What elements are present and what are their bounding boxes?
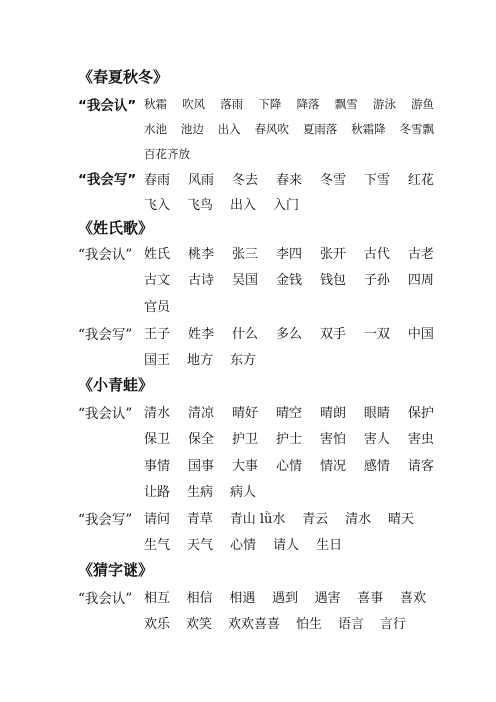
word: 游鱼 [410, 97, 434, 111]
word: 青草 [186, 512, 213, 527]
label-recognize: “我会认” [78, 406, 133, 422]
word: 害人 [363, 432, 390, 447]
word: 保护 [407, 406, 434, 421]
word-row [144, 194, 434, 213]
word-row [144, 428, 434, 447]
label-write: “我会写” [78, 172, 137, 188]
word: 红花 [407, 173, 434, 188]
word: 护士 [275, 432, 302, 447]
label-write: “我会写” [78, 327, 133, 343]
word: 晴好 [231, 406, 258, 421]
word: 出入 [217, 122, 241, 136]
word: 国事 [187, 459, 214, 474]
word-row [144, 121, 434, 137]
word: 春来 [275, 173, 302, 188]
word-row [144, 349, 434, 368]
word: 喜欢 [399, 591, 426, 606]
word: 春雨 [144, 173, 171, 188]
word: 相信 [186, 591, 213, 606]
word: 子孙 [363, 273, 390, 288]
label-recognize: “我会认” [78, 591, 133, 607]
section-title-spring-summer: 《春夏秋冬》 [78, 68, 169, 86]
word: 相遇 [229, 591, 256, 606]
word: 请人 [273, 538, 300, 553]
word: 遇到 [271, 591, 298, 606]
word: 语言 [337, 617, 364, 632]
word: 青云 [302, 512, 329, 527]
word: 感情 [363, 459, 390, 474]
word-row [144, 508, 414, 527]
word: 怕生 [295, 617, 322, 632]
word-row [144, 296, 434, 315]
word: 遇害 [314, 591, 341, 606]
word: 冬雪 [319, 173, 346, 188]
word: 秋霜降 [351, 122, 386, 136]
word-row [144, 243, 434, 262]
word: 游泳 [372, 97, 396, 111]
word: 护卫 [231, 432, 258, 447]
word: 姓李 [187, 327, 214, 342]
word: 欢乐 [144, 617, 171, 632]
word: 风雨 [187, 173, 214, 188]
word: 飞鸟 [187, 198, 214, 213]
word: 保卫 [144, 432, 171, 447]
word-row [144, 402, 434, 421]
word: 冬去 [231, 173, 258, 188]
word: 李四 [275, 247, 302, 262]
word: 中国 [407, 327, 434, 342]
word-row [144, 613, 406, 632]
word: 冬雪飘 [399, 122, 434, 136]
word: 古文 [144, 273, 171, 288]
word: 生病 [187, 485, 214, 500]
word: 心情 [230, 538, 257, 553]
word: 姓氏 [144, 247, 171, 262]
word: 心情 [275, 459, 302, 474]
word: 相互 [144, 591, 171, 606]
word: 让路 [144, 485, 171, 500]
word-row [144, 323, 434, 342]
label-recognize: “我会认” [78, 247, 133, 263]
word: 飘雪 [334, 97, 358, 111]
word: 什么 [231, 327, 258, 342]
word: 飞入 [144, 198, 171, 213]
word: 请问 [144, 512, 171, 527]
word: 晴空 [275, 406, 302, 421]
word: 害怕 [319, 432, 346, 447]
word: 官员 [144, 300, 171, 315]
word: 清凉 [187, 406, 214, 421]
word: 金钱 [275, 273, 302, 288]
word: 下降 [258, 97, 282, 111]
word: 秋霜 [144, 97, 167, 111]
section-title-little-frog: 《小青蛙》 [78, 376, 154, 394]
word: 一双 [363, 327, 390, 342]
word: 钱包 [319, 273, 346, 288]
word: 出入 [230, 198, 257, 213]
word: 病人 [230, 485, 257, 500]
word-row [144, 534, 434, 553]
word-row [144, 96, 434, 112]
word: 桃李 [187, 247, 214, 262]
word: 生气 [144, 538, 171, 553]
word: 事情 [144, 459, 171, 474]
word: 大事 [231, 459, 258, 474]
word: 吴国 [231, 273, 258, 288]
word: 言行 [379, 617, 406, 632]
word-row [144, 481, 434, 500]
word: 生日 [316, 538, 343, 553]
word-row [144, 587, 426, 606]
word: 四周 [407, 273, 434, 288]
word: 东方 [230, 353, 257, 368]
word: 百花齐放 [144, 147, 190, 161]
word: 晴朗 [319, 406, 346, 421]
word: 张开 [319, 247, 346, 262]
word: 请客 [407, 459, 434, 474]
word: 喜事 [357, 591, 384, 606]
word: 王子 [144, 327, 171, 342]
word: 夏雨落 [302, 122, 338, 136]
word: 晴天 [387, 512, 414, 527]
word: 落雨 [220, 97, 244, 111]
word: 水池 [144, 122, 167, 136]
word: 池边 [180, 122, 204, 136]
word: 地方 [187, 353, 214, 368]
word: 古老 [407, 247, 434, 262]
section-title-riddles: 《猜字谜》 [78, 561, 154, 579]
section-title-surname-song: 《姓氏歌》 [78, 219, 154, 237]
word: 害虫 [407, 432, 434, 447]
word: 保全 [187, 432, 214, 447]
word: 青山 lǜ水 [229, 512, 286, 527]
word: 天气 [187, 538, 214, 553]
word: 清水 [144, 406, 171, 421]
word: 降落 [296, 97, 320, 111]
word: 吹风 [182, 97, 206, 111]
word: 情况 [319, 459, 346, 474]
word-row [144, 269, 434, 288]
word: 国王 [144, 353, 171, 368]
word: 欢笑 [185, 617, 212, 632]
word-row [144, 455, 434, 474]
label-write: “我会写” [78, 512, 133, 528]
label-recognize: “我会认” [78, 98, 137, 114]
word: 欢欢喜喜 [227, 617, 280, 632]
word-row [144, 146, 434, 162]
word: 古诗 [187, 273, 214, 288]
word: 张三 [231, 247, 258, 262]
word: 古代 [363, 247, 390, 262]
word: 双手 [319, 327, 346, 342]
word-row [144, 169, 434, 188]
word: 入门 [273, 198, 300, 213]
word: 下雪 [363, 173, 390, 188]
word: 春风吹 [254, 122, 289, 136]
word: 清水 [345, 512, 372, 527]
word: 眼睛 [363, 406, 390, 421]
word: 多么 [275, 327, 302, 342]
